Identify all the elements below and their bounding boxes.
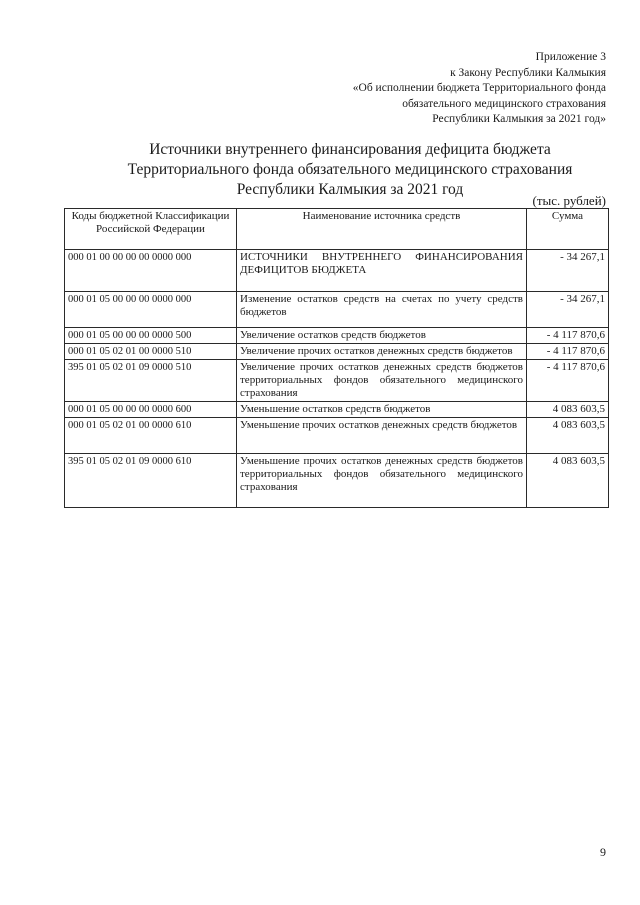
table-row [65, 360, 609, 402]
table-row [65, 402, 609, 418]
row-code: 000 01 05 00 00 00 0000 500 [65, 328, 237, 344]
table-row [65, 328, 609, 344]
title-line: Территориального фонда обязательного медицинского страхования [127, 161, 573, 178]
row-sum: - 34 267,1 [527, 250, 609, 292]
appendix-line: Республики Калмыкия за 2021 год» [432, 113, 606, 125]
table-row [65, 250, 609, 292]
appendix-line: Приложение 3 [535, 51, 606, 63]
row-name: Увеличение остатков средств бюджетов [237, 328, 527, 344]
table-row [65, 344, 609, 360]
row-code: 000 01 05 02 01 00 0000 510 [65, 344, 237, 360]
row-name: ИСТОЧНИКИ ВНУТРЕННЕГО ФИНАНСИРОВАНИЯ ДЕФИЦИТОВ БЮДЖЕТА [237, 250, 527, 292]
row-sum: 4 083 603,5 [527, 402, 609, 418]
table-row [65, 454, 609, 508]
row-sum: - 34 267,1 [527, 292, 609, 328]
row-sum: 4 083 603,5 [527, 418, 609, 454]
appendix-line: обязательного медицинского страхования [402, 97, 606, 110]
header-name: Наименование источника средств [237, 209, 527, 250]
header-sum: Сумма [527, 209, 609, 250]
row-sum: - 4 117 870,6 [527, 360, 609, 402]
appendix-line: «Об исполнении бюджета Территориального фонда [352, 82, 606, 94]
row-code: 000 01 05 02 01 00 0000 610 [65, 418, 237, 454]
page-number: 9 [600, 845, 606, 859]
table-row [65, 418, 609, 454]
appendix-header [353, 50, 606, 128]
units-label: (тыс. рублей) [532, 193, 606, 208]
row-sum: - 4 117 870,6 [527, 344, 609, 360]
row-sum: - 4 117 870,6 [527, 328, 609, 344]
row-name: Увеличение прочих остатков денежных средств бюджетов [237, 344, 527, 360]
document-title [60, 140, 640, 200]
row-sum: 4 083 603,5 [527, 454, 609, 508]
row-code: 395 01 05 02 01 09 0000 610 [65, 454, 237, 508]
header-code: Коды бюджетной Классификации Российской Федерации [65, 209, 237, 250]
row-code: 000 01 00 00 00 00 0000 000 [65, 250, 237, 292]
row-name: Уменьшение прочих остатков денежных средств бюджетов территориальных фондов обязательного медицинского страхования [237, 454, 527, 508]
table-header-row [65, 209, 609, 250]
row-code: 000 01 05 00 00 00 0000 600 [65, 402, 237, 418]
row-name: Изменение остатков средств на счетах по учету средств бюджетов [237, 292, 527, 328]
row-name: Увеличение прочих остатков денежных средств бюджетов территориальных фондов обязательного медицинского страхования [237, 360, 527, 402]
table-row [65, 292, 609, 328]
title-line: Республики Калмыкия за 2021 год [236, 181, 464, 198]
row-name: Уменьшение остатков средств бюджетов [237, 402, 527, 418]
financing-sources-table [64, 208, 609, 508]
row-code: 000 01 05 00 00 00 0000 000 [65, 292, 237, 328]
appendix-line: к Закону Республики Калмыкия [450, 66, 606, 79]
row-name: Уменьшение прочих остатков денежных средств бюджетов [237, 418, 527, 454]
title-line: Источники внутреннего финансирования дефицита бюджета [149, 141, 551, 158]
row-code: 395 01 05 02 01 09 0000 510 [65, 360, 237, 402]
